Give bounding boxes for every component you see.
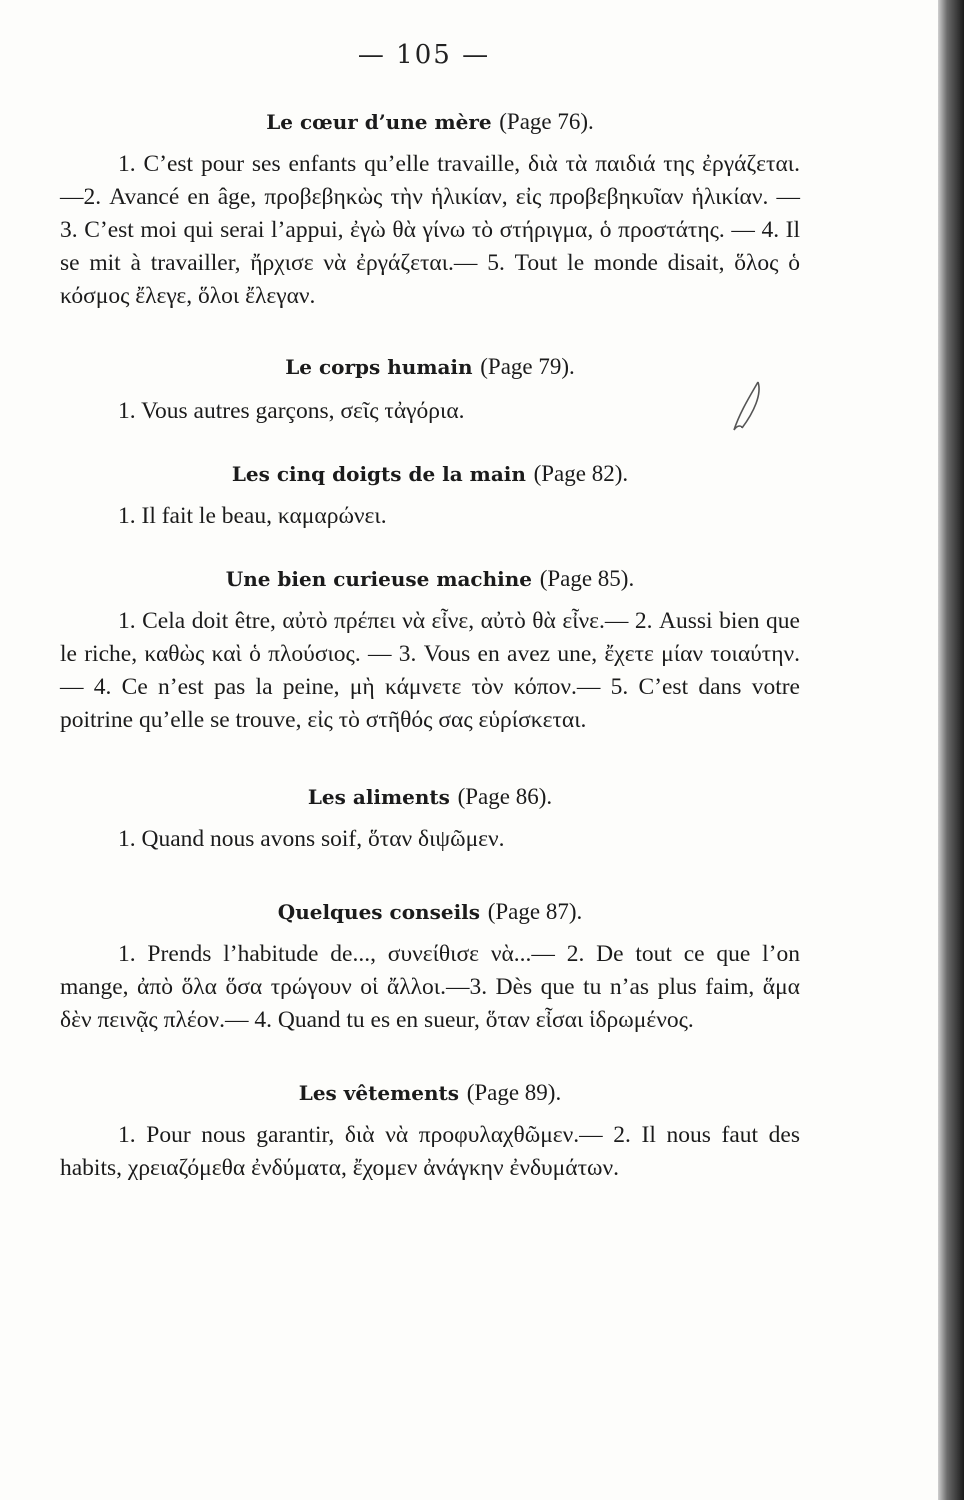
section-text: 1. Vous autres garçons, σεῖς τἀγόρια. <box>118 398 465 424</box>
section-title <box>60 896 800 928</box>
section-text: 1. Cela doit être, αὐτὸ πρέπει νὰ εἶνε, αὐτὸ θὰ εἶνε.— 2. Aussi bien que le riche, καθὼς καὶ ὁ πλούσιος. — 3. Vous en avez une, ἔχετε μίαν τοιαύτην.— 4. Ce n’est pas la peine, μὴ κάμνετε τὸν κόπον.— 5. C’est dans votre poitrine qu’elle se trouve, εἰς τὸ στῆθός σας εὑρίσκεται. <box>60 608 800 733</box>
section-title <box>60 351 800 383</box>
section-text: 1. Prends l’habitude de..., συνείθισε νὰ...— 2. De tout ce que l’on mange, ἀπὸ ὅλα ὅσα τρώγουν οἱ ἄλλοι.—3. Dès que tu n’as plus faim, ἅμα δὲν πεινᾷς πλέον.— 4. Quand tu es en sueur, ὅταν εἶσαι ἱδρωμένος. <box>60 941 800 1033</box>
section-title <box>60 458 800 490</box>
section-name: Une bien curieuse machine <box>225 567 533 591</box>
section-title <box>60 563 800 595</box>
page-edge-shadow <box>938 0 964 1500</box>
section-text: 1. Il fait le beau, καμαρώνει. <box>118 503 387 529</box>
section-name: Le cœur d’une mère <box>266 110 492 134</box>
section-name: Les aliments <box>307 785 450 809</box>
section-name: Quelques conseils <box>277 900 481 924</box>
section-name: Les vêtements <box>298 1081 460 1105</box>
section-page-ref: (Page 87). <box>487 899 583 924</box>
section-title <box>60 781 800 813</box>
section-page-ref: (Page 86). <box>457 784 553 809</box>
section-page-ref: (Page 79). <box>480 354 575 379</box>
section-page-ref: (Page 85). <box>539 566 635 591</box>
section-page-ref: (Page 82). <box>533 461 629 486</box>
section-page-ref: (Page 76). <box>499 109 594 134</box>
section-text: 1. C’est pour ses enfants qu’elle travaille, διὰ τὰ παιδιά της ἐργάζεται.—2. Avancé en âge, προβεβηκὼς τὴν ἡλικίαν, εἰς προβεβηκυῖαν ἡλικίαν. — 3. C’est moi qui serai l’appui, ἐγὼ θὰ γίνω τὸ στήριγμα, ὁ προστάτης. — 4. Il se mit à travailler, ἤρχισε νὰ ἐργάζεται.— 5. Tout le monde disait, ὅλος ὁ κόσμος ἔλεγε, ὅλοι ἔλεγαν. <box>60 151 800 309</box>
section-text: 1. Quand nous avons soif, ὅταν διψῶμεν. <box>118 826 505 852</box>
section-title <box>60 106 800 138</box>
section-name: Le corps humain <box>285 355 473 379</box>
section-page-ref: (Page 89). <box>466 1080 562 1105</box>
section-name: Les cinq doigts de la main <box>231 462 526 486</box>
section-title <box>60 1077 800 1109</box>
section-text: 1. Pour nous garantir, διὰ νὰ προφυλαχθῶμεν.— 2. Il nous faut des habits, χρειαζόμεθα ἐνδύματα, ἔχομεν ἀνάγκην ἐνδυμάτων. <box>60 1122 800 1181</box>
page-content <box>60 98 800 1185</box>
page-number: — 105 — <box>357 40 491 70</box>
